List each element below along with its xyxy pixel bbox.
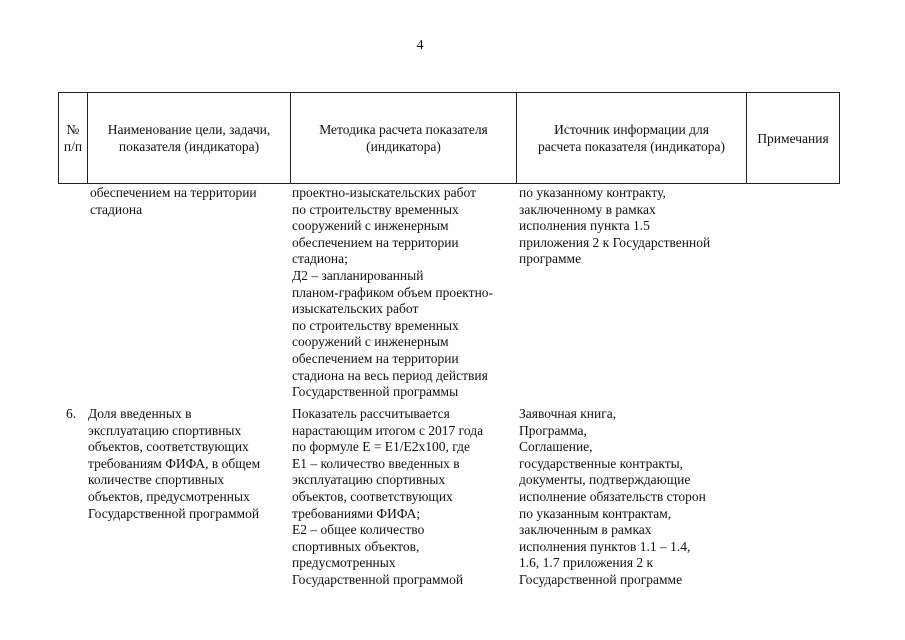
page-number: 4 (416, 38, 424, 53)
header-cell-notes (747, 93, 840, 184)
row-6-name: Доля введенных в эксплуатацию спортивных объектов, соответствующих требованиям ФИФА, в общем количестве спортивных объектов, предусмотренных Государственной программой (88, 406, 261, 521)
header-source-label: Источник информации для расчета показателя (индикатора) (538, 122, 725, 154)
header-number-label: № п/п (63, 122, 83, 154)
row-6-source: Заявочная книга, Программа, Соглашение, государственные контракты, документы, подтверждающие исполнение обязательств сторон по указанным контрактам, заключенным в рамках исполнения пунктов 1.1 – 1.4, 1.6, 1.7 приложения 2 к Государственной программе (519, 406, 706, 587)
table-header (58, 92, 840, 184)
row-6-method: Показатель рассчитывается нарастающим итогом с 2017 года по формуле Е = Е1/Е2х100, где Е1 – количество введенных в эксплуатацию спортивных объектов, соответствующих требованиями ФИФА; Е2 – общее количество спортивных объектов, предусмотренных Государственной программой (292, 406, 484, 587)
row-continuation-source: по указанному контракту, заключенному в рамках исполнения пункта 1.5 приложения 2 к Государственной программе (519, 185, 711, 267)
row-6-number: 6. (66, 406, 77, 421)
header-cell-number (59, 93, 88, 184)
header-notes-label: Примечания (757, 130, 829, 146)
header-cell-method (291, 93, 517, 184)
row-continuation-name: обеспечением на территории стадиона (90, 185, 257, 217)
header-row (59, 93, 840, 184)
header-method-label: Методика расчета показателя (индикатора) (319, 122, 488, 154)
header-cell-name (88, 93, 291, 184)
header-name-label: Наименование цели, задачи, показателя (индикатора) (107, 122, 271, 154)
header-cell-source (517, 93, 747, 184)
row-continuation-method: проектно-изыскательских работ по строительству временных сооружений с инженерным обеспечением на территории стадиона; Д2 – запланированный планом-графиком объем проектно- изыскательских работ по строительству временных сооружений с инженерным обеспечением на территории стадиона на весь период действия Государственной программы (292, 185, 494, 400)
